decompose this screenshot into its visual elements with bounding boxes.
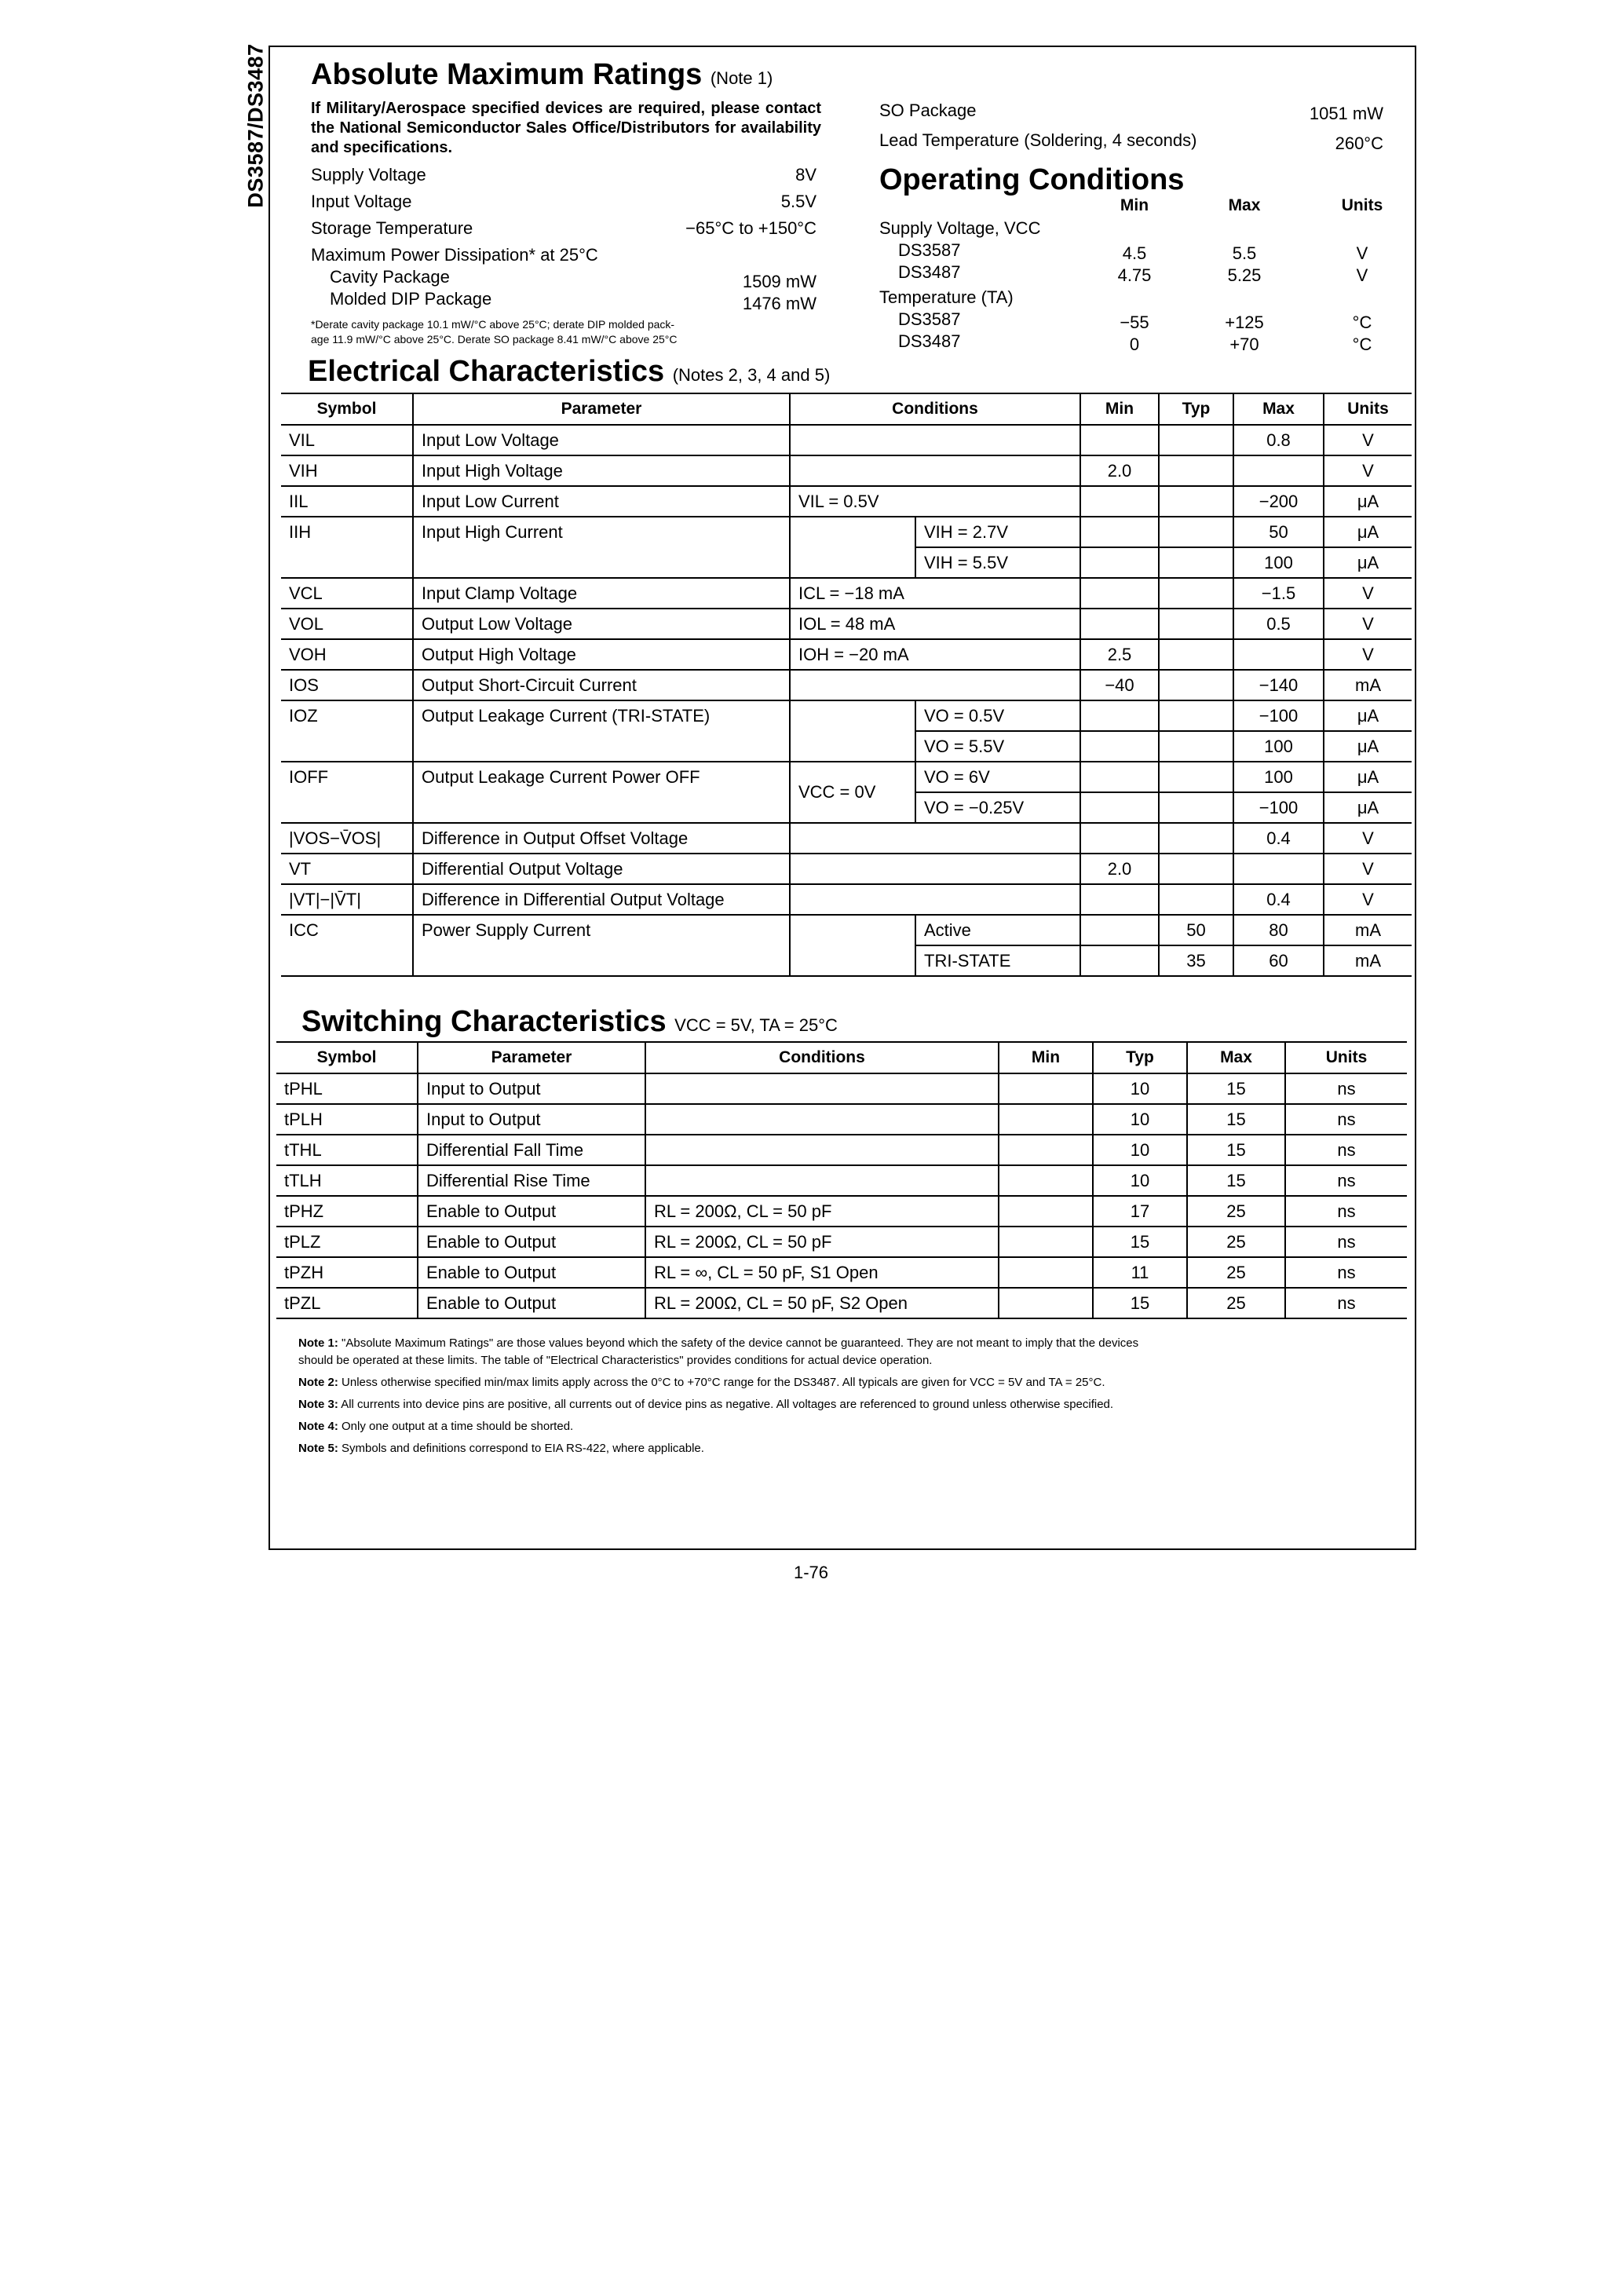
switching-units-header: Units [1285, 1043, 1407, 1073]
elec-min-header: Min [1080, 394, 1159, 425]
switching-units: ns [1285, 1073, 1407, 1104]
opcond-row-label: DS3487 [898, 331, 961, 351]
opcond-row-label: DS3587 [898, 309, 961, 329]
switching-typ: 10 [1093, 1104, 1187, 1135]
elec-symbol: VT [281, 854, 413, 884]
elec-min: 2.5 [1080, 639, 1159, 670]
switching-min [999, 1227, 1093, 1257]
switching-cond: RL = ∞, CL = 50 pF, S1 Open [645, 1257, 999, 1288]
elec-min [1080, 915, 1159, 945]
opcond-row-max: 5.5 [1232, 243, 1257, 263]
elec-min [1080, 517, 1159, 547]
elec-min [1080, 792, 1159, 823]
note-label: Note 4: [298, 1420, 338, 1433]
elec-symbol: VIL [281, 425, 413, 455]
amr-row-label: Input Voltage [311, 192, 412, 211]
page-number: 1-76 [793, 1563, 829, 1582]
elec-typ [1159, 609, 1233, 639]
amr-row-value: 8V [795, 165, 816, 185]
switching-max: 15 [1187, 1073, 1285, 1104]
elec-units: μA [1324, 517, 1412, 547]
amr-footnote-1: *Derate cavity package 10.1 mW/°C above 25°C; derate DIP molded pack- [311, 318, 675, 331]
switching-max: 15 [1187, 1165, 1285, 1196]
elec-symbol: IOZ [281, 700, 413, 762]
switching-parameter: Differential Fall Time [418, 1135, 645, 1165]
switching-symbol: tPHL [276, 1073, 418, 1104]
switching-parameter: Input to Output [418, 1104, 645, 1135]
elec-units: V [1324, 639, 1412, 670]
elec-units-header: Units [1324, 394, 1412, 425]
elec-max: −140 [1233, 670, 1324, 700]
elec-typ: 50 [1159, 915, 1233, 945]
switching-symbol: tTLH [276, 1165, 418, 1196]
switching-symbol: tPZH [276, 1257, 418, 1288]
elec-condition: VIL = 0.5V [790, 486, 1080, 517]
elec-row [281, 578, 1412, 609]
switching-symbol-header: Symbol [276, 1043, 418, 1073]
switching-typ: 15 [1093, 1288, 1187, 1318]
elec-row [281, 425, 1412, 455]
elec-title: Electrical Characteristics (Notes 2, 3, 4 and 5) [308, 355, 831, 388]
elec-units: mA [1324, 945, 1412, 976]
elec-row [281, 700, 1412, 731]
switching-parameter-header: Parameter [418, 1043, 645, 1073]
opcond-row-units: °C [1352, 335, 1372, 354]
elec-min: 2.0 [1080, 854, 1159, 884]
electrical-characteristics-table [281, 394, 1412, 977]
elec-units: mA [1324, 670, 1412, 700]
elec-row [281, 762, 1412, 792]
note-text: should be operated at these limits. The table of "Electrical Characteristics" provides conditions for actual device operation. [298, 1354, 933, 1367]
elec-parameter: Output Short-Circuit Current [413, 670, 790, 700]
elec-units: μA [1324, 700, 1412, 731]
opcond-row-max: +125 [1225, 313, 1264, 332]
elec-condition-sub: VO = 5.5V [915, 731, 1080, 762]
switching-min [999, 1165, 1093, 1196]
elec-max: 80 [1233, 915, 1324, 945]
elec-max [1233, 854, 1324, 884]
switching-row [276, 1288, 1407, 1318]
elec-parameter-header: Parameter [413, 394, 790, 425]
elec-units: V [1324, 854, 1412, 884]
elec-min [1080, 884, 1159, 915]
switching-symbol: tPHZ [276, 1196, 418, 1227]
elec-max: 50 [1233, 517, 1324, 547]
elec-condition [790, 517, 915, 578]
opcond-row-label: Supply Voltage, VCC [879, 218, 1041, 238]
note-text: Only one output at a time should be shorted. [342, 1420, 574, 1433]
elec-units: μA [1324, 731, 1412, 762]
switching-min [999, 1073, 1093, 1104]
elec-min [1080, 609, 1159, 639]
switching-symbol: tPLZ [276, 1227, 418, 1257]
amr-row-label: Supply Voltage [311, 165, 426, 185]
note-line [298, 1440, 1397, 1457]
amr-right-label: Lead Temperature (Soldering, 4 seconds) [879, 130, 1197, 150]
elec-condition: IOL = 48 mA [790, 609, 1080, 639]
note-line [298, 1418, 1397, 1435]
elec-typ-header: Typ [1159, 394, 1233, 425]
elec-parameter: Input Clamp Voltage [413, 578, 790, 609]
amr-row-label: Storage Temperature [311, 218, 473, 238]
switching-max: 25 [1187, 1196, 1285, 1227]
elec-symbol: VOH [281, 639, 413, 670]
switching-typ-header: Typ [1093, 1043, 1187, 1073]
note-label: Note 2: [298, 1376, 338, 1389]
switching-cond [645, 1073, 999, 1104]
switching-row [276, 1165, 1407, 1196]
switching-typ: 15 [1093, 1227, 1187, 1257]
amr-row-value: 5.5V [780, 192, 816, 211]
elec-typ [1159, 700, 1233, 731]
amr-right-value: 1051 mW [1309, 104, 1383, 123]
elec-symbol: IIH [281, 517, 413, 578]
elec-min [1080, 823, 1159, 854]
elec-typ [1159, 517, 1233, 547]
elec-row [281, 517, 1412, 547]
elec-min [1080, 486, 1159, 517]
switching-parameter: Enable to Output [418, 1196, 645, 1227]
elec-header-row [281, 394, 1412, 425]
elec-condition-sub: VO = 6V [915, 762, 1080, 792]
elec-typ [1159, 425, 1233, 455]
elec-symbol: VIH [281, 455, 413, 486]
elec-condition [790, 823, 1080, 854]
amr-row-value: 1509 mW [742, 272, 816, 291]
elec-condition-sub: VO = 0.5V [915, 700, 1080, 731]
elec-min [1080, 945, 1159, 976]
elec-max: −200 [1233, 486, 1324, 517]
switching-min [999, 1104, 1093, 1135]
elec-units: μA [1324, 486, 1412, 517]
elec-condition-sub: VIH = 2.7V [915, 517, 1080, 547]
switching-characteristics-table [276, 1043, 1407, 1319]
switching-header-row [276, 1043, 1407, 1073]
switching-row [276, 1073, 1407, 1104]
elec-condition [790, 915, 915, 976]
switching-units: ns [1285, 1227, 1407, 1257]
elec-parameter: Power Supply Current [413, 915, 790, 976]
elec-units: μA [1324, 762, 1412, 792]
opcond-row-units: °C [1352, 313, 1372, 332]
elec-typ [1159, 884, 1233, 915]
switching-units: ns [1285, 1288, 1407, 1318]
side-title: DS3587/DS3487 [243, 43, 268, 208]
elec-max: 0.4 [1233, 823, 1324, 854]
amr-row-label: Molded DIP Package [330, 289, 492, 309]
elec-min: −40 [1080, 670, 1159, 700]
elec-typ [1159, 547, 1233, 578]
amr-row-label: Maximum Power Dissipation* at 25°C [311, 245, 598, 265]
elec-typ [1159, 455, 1233, 486]
elec-parameter: Input High Current [413, 517, 790, 578]
switching-typ: 10 [1093, 1135, 1187, 1165]
amr-row-label: Cavity Package [330, 267, 450, 287]
switching-title: Switching Characteristics VCC = 5V, TA = 25°C [301, 1005, 838, 1038]
opcond-row-max: 5.25 [1227, 265, 1262, 285]
elec-units: V [1324, 455, 1412, 486]
elec-typ [1159, 639, 1233, 670]
note-label: Note 1: [298, 1336, 338, 1350]
elec-typ [1159, 578, 1233, 609]
opcond-units-header: Units [1341, 196, 1383, 214]
switching-symbol: tTHL [276, 1135, 418, 1165]
elec-condition-sub: TRI-STATE [915, 945, 1080, 976]
switching-units: ns [1285, 1104, 1407, 1135]
elec-symbol: ICC [281, 915, 413, 976]
elec-typ [1159, 792, 1233, 823]
elec-condition [790, 425, 1080, 455]
elec-symbol: IIL [281, 486, 413, 517]
elec-max: 100 [1233, 762, 1324, 792]
switching-min-header: Min [999, 1043, 1093, 1073]
elec-parameter: Input High Voltage [413, 455, 790, 486]
elec-row [281, 915, 1412, 945]
elec-max: 100 [1233, 547, 1324, 578]
opcond-row-label: Temperature (TA) [879, 287, 1014, 307]
elec-row [281, 609, 1412, 639]
elec-row [281, 884, 1412, 915]
elec-parameter: Difference in Output Offset Voltage [413, 823, 790, 854]
switching-min [999, 1135, 1093, 1165]
opcond-row-units: V [1356, 265, 1368, 285]
elec-units: V [1324, 884, 1412, 915]
switching-units: ns [1285, 1135, 1407, 1165]
elec-typ [1159, 670, 1233, 700]
elec-min [1080, 578, 1159, 609]
elec-condition-sub: VIH = 5.5V [915, 547, 1080, 578]
elec-max: 0.5 [1233, 609, 1324, 639]
switching-typ: 10 [1093, 1165, 1187, 1196]
elec-min [1080, 731, 1159, 762]
elec-typ [1159, 486, 1233, 517]
elec-typ: 35 [1159, 945, 1233, 976]
elec-parameter: Input Low Voltage [413, 425, 790, 455]
elec-units: μA [1324, 547, 1412, 578]
elec-condition [790, 884, 1080, 915]
note-text: "Absolute Maximum Ratings" are those values beyond which the safety of the device cannot be guaranteed. They are not meant to imply that the devices [342, 1336, 1139, 1350]
elec-typ [1159, 823, 1233, 854]
elec-conditions-header: Conditions [790, 394, 1080, 425]
switching-row [276, 1135, 1407, 1165]
elec-min [1080, 762, 1159, 792]
amr-row-value: −65°C to +150°C [685, 218, 816, 238]
switching-cond: RL = 200Ω, CL = 50 pF [645, 1196, 999, 1227]
amr-notice: If Military/Aerospace specified devices are required, please contact the National Semiconductor Sales Office/Distributors for availability and specifications. [311, 100, 821, 156]
note-line [298, 1335, 1397, 1352]
switching-min [999, 1288, 1093, 1318]
elec-row [281, 455, 1412, 486]
note-text: All currents into device pins are positive, all currents out of device pins as negative. All voltages are referenced to ground unless otherwise specified. [341, 1398, 1114, 1411]
elec-condition-sub: Active [915, 915, 1080, 945]
switching-cond [645, 1104, 999, 1135]
switching-cond [645, 1135, 999, 1165]
switching-parameter: Enable to Output [418, 1288, 645, 1318]
elec-min [1080, 425, 1159, 455]
elec-max-header: Max [1233, 394, 1324, 425]
elec-row [281, 854, 1412, 884]
switching-max: 25 [1187, 1288, 1285, 1318]
opcond-row-units: V [1356, 243, 1368, 263]
note-line [298, 1396, 1397, 1413]
elec-parameter: Output Low Voltage [413, 609, 790, 639]
amr-title: Absolute Maximum Ratings (Note 1) [311, 58, 773, 91]
opcond-row-label: DS3487 [898, 262, 961, 282]
elec-units: μA [1324, 792, 1412, 823]
switching-min [999, 1257, 1093, 1288]
elec-max: 0.4 [1233, 884, 1324, 915]
elec-symbol: |VOS−V̄OS| [281, 823, 413, 854]
note-line [298, 1352, 1397, 1369]
switching-max: 15 [1187, 1135, 1285, 1165]
elec-row [281, 486, 1412, 517]
elec-symbol: |VT|−|V̄T| [281, 884, 413, 915]
elec-row [281, 670, 1412, 700]
note-label: Note 5: [298, 1442, 338, 1455]
elec-condition: IOH = −20 mA [790, 639, 1080, 670]
switching-row [276, 1227, 1407, 1257]
notes-section [298, 1335, 1397, 1457]
elec-max: −100 [1233, 700, 1324, 731]
elec-symbol: VCL [281, 578, 413, 609]
switching-typ: 17 [1093, 1196, 1187, 1227]
elec-min [1080, 700, 1159, 731]
elec-row [281, 639, 1412, 670]
switching-min [999, 1196, 1093, 1227]
elec-condition: VCC = 0V [790, 762, 915, 823]
switching-row [276, 1104, 1407, 1135]
opcond-row-max: +70 [1229, 335, 1259, 354]
elec-condition [790, 455, 1080, 486]
switching-parameter: Input to Output [418, 1073, 645, 1104]
switching-max-header: Max [1187, 1043, 1285, 1073]
opcond-row-min: 4.75 [1117, 265, 1152, 285]
opcond-min-header: Min [1120, 196, 1149, 214]
amr-row-value: 1476 mW [742, 294, 816, 313]
note-text: Unless otherwise specified min/max limits apply across the 0°C to +70°C range for the DS3487. All typicals are given for VCC = 5V and TA = 25°C. [342, 1376, 1105, 1389]
switching-symbol: tPLH [276, 1104, 418, 1135]
elec-max [1233, 455, 1324, 486]
elec-condition-sub: VO = −0.25V [915, 792, 1080, 823]
amr-right-value: 260°C [1335, 133, 1383, 153]
switching-max: 25 [1187, 1257, 1285, 1288]
switching-units: ns [1285, 1257, 1407, 1288]
elec-typ [1159, 854, 1233, 884]
elec-typ [1159, 762, 1233, 792]
switching-cond: RL = 200Ω, CL = 50 pF, S2 Open [645, 1288, 999, 1318]
amr-footnote-2: age 11.9 mW/°C above 25°C. Derate SO package 8.41 mW/°C above 25°C [311, 333, 678, 345]
elec-symbol: VOL [281, 609, 413, 639]
switching-parameter: Differential Rise Time [418, 1165, 645, 1196]
elec-max: −100 [1233, 792, 1324, 823]
elec-parameter: Differential Output Voltage [413, 854, 790, 884]
elec-condition [790, 854, 1080, 884]
opcond-row-min: −55 [1120, 313, 1149, 332]
elec-parameter: Output High Voltage [413, 639, 790, 670]
switching-cond [645, 1165, 999, 1196]
elec-units: V [1324, 578, 1412, 609]
switching-row [276, 1196, 1407, 1227]
switching-parameter: Enable to Output [418, 1227, 645, 1257]
elec-condition [790, 700, 915, 762]
switching-cond: RL = 200Ω, CL = 50 pF [645, 1227, 999, 1257]
opcond-row-min: 0 [1129, 335, 1140, 354]
elec-parameter: Difference in Differential Output Voltage [413, 884, 790, 915]
switching-units: ns [1285, 1165, 1407, 1196]
switching-typ: 10 [1093, 1073, 1187, 1104]
switching-typ: 11 [1093, 1257, 1187, 1288]
elec-units: V [1324, 425, 1412, 455]
elec-symbol: IOFF [281, 762, 413, 823]
switching-parameter: Enable to Output [418, 1257, 645, 1288]
switching-max: 15 [1187, 1104, 1285, 1135]
opcond-max-header: Max [1228, 196, 1261, 214]
elec-symbol: IOS [281, 670, 413, 700]
elec-min [1080, 547, 1159, 578]
switching-units: ns [1285, 1196, 1407, 1227]
elec-max: −1.5 [1233, 578, 1324, 609]
elec-units: V [1324, 823, 1412, 854]
elec-parameter: Output Leakage Current Power OFF [413, 762, 790, 823]
elec-row [281, 823, 1412, 854]
switching-symbol: tPZL [276, 1288, 418, 1318]
elec-units: V [1324, 609, 1412, 639]
elec-symbol-header: Symbol [281, 394, 413, 425]
elec-units: mA [1324, 915, 1412, 945]
opcond-title: Operating Conditions [879, 163, 1185, 196]
switching-conditions-header: Conditions [645, 1043, 999, 1073]
switching-max: 25 [1187, 1227, 1285, 1257]
elec-typ [1159, 731, 1233, 762]
elec-max: 60 [1233, 945, 1324, 976]
opcond-row-min: 4.5 [1122, 243, 1147, 263]
note-line [298, 1374, 1397, 1391]
elec-parameter: Input Low Current [413, 486, 790, 517]
switching-row [276, 1257, 1407, 1288]
elec-max: 100 [1233, 731, 1324, 762]
amr-right-label: SO Package [879, 101, 977, 120]
note-label: Note 3: [298, 1398, 338, 1411]
elec-min: 2.0 [1080, 455, 1159, 486]
opcond-row-label: DS3587 [898, 240, 961, 260]
elec-condition: ICL = −18 mA [790, 578, 1080, 609]
elec-parameter: Output Leakage Current (TRI-STATE) [413, 700, 790, 762]
elec-condition [790, 670, 1080, 700]
elec-max: 0.8 [1233, 425, 1324, 455]
elec-max [1233, 639, 1324, 670]
note-text: Symbols and definitions correspond to EIA RS-422, where applicable. [342, 1442, 704, 1455]
